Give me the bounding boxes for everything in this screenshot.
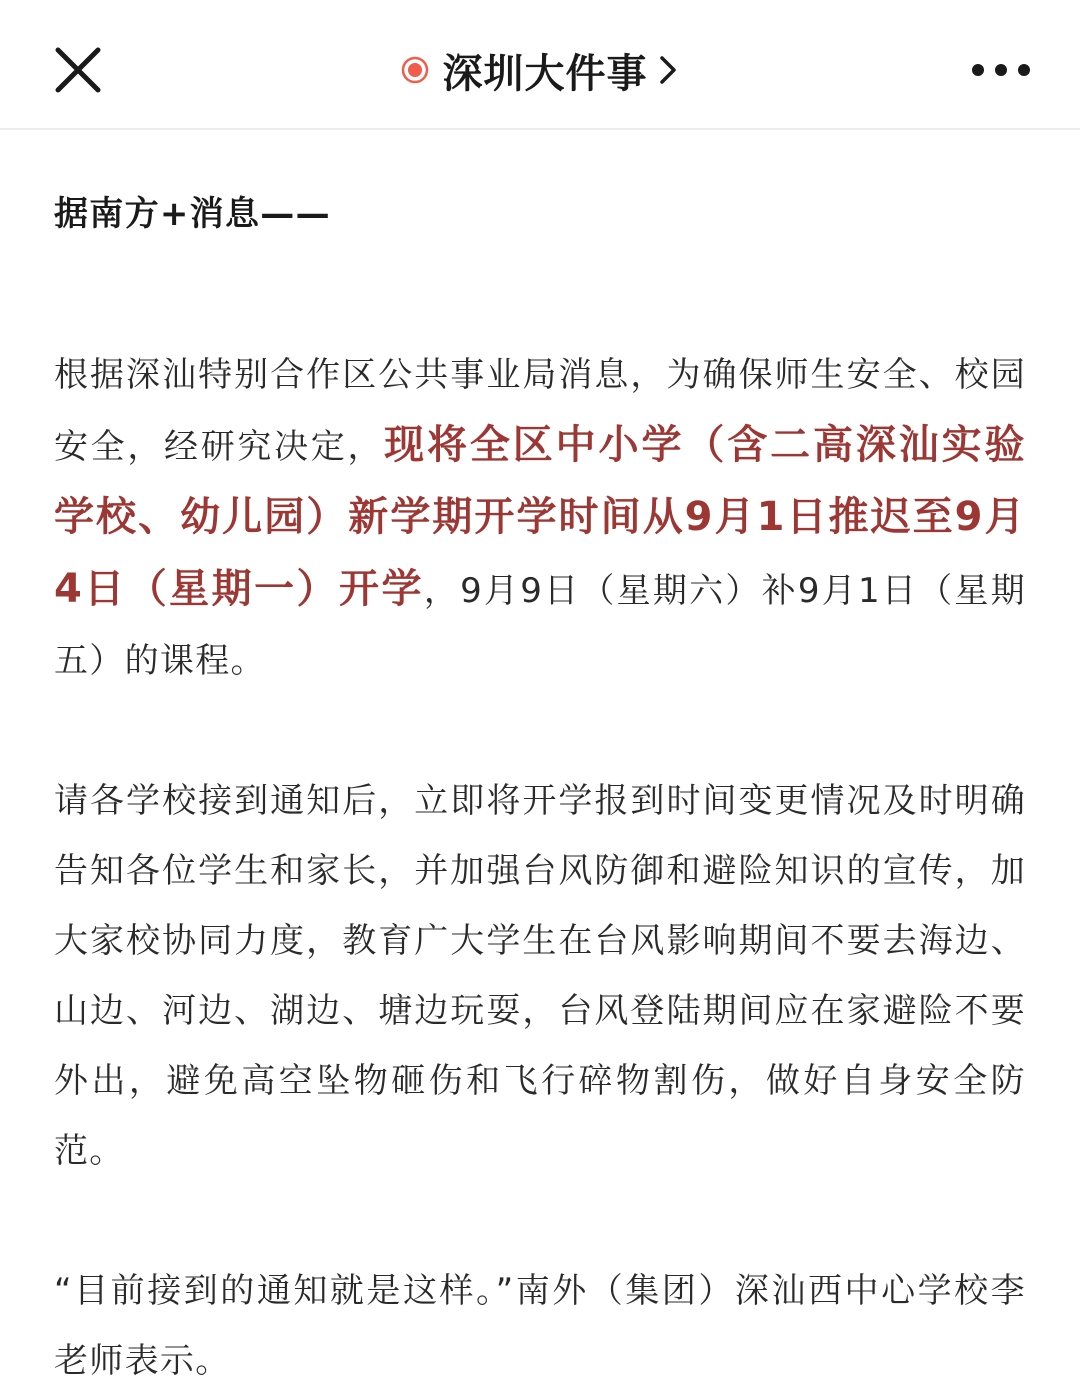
- paragraph-1-highlight: 现将全区中小学（含二高深汕实验学校、幼儿园）新学期开学时间从9月1日推迟至9月4日（星期一）开学: [54, 422, 1027, 612]
- article-paragraph-1: [54, 340, 1026, 696]
- live-dot-icon: [401, 56, 429, 84]
- more-button[interactable]: [970, 50, 1032, 90]
- title-area: [0, 40, 1080, 100]
- article-body: [54, 150, 1026, 1396]
- top-navbar: [0, 0, 1080, 130]
- article-paragraph-3: “目前接到的通知就是这样。”南外（集团）深汕西中心学校李老师表示。: [54, 1271, 1026, 1381]
- chevron-right-icon: [656, 50, 680, 90]
- article-lead: 据南方+消息——: [54, 194, 331, 234]
- paragraph-1-text: 根据深汕特别合作区公共事业局消息，为确保师生安全、校园安全，经研究决定，: [54, 355, 1026, 467]
- account-title-link[interactable]: [401, 42, 680, 99]
- more-dots-icon: [970, 50, 1032, 90]
- paragraph-1-tail: ，9月9日（星期六）补9月1日（星期五）的课程。: [54, 571, 1026, 681]
- account-title: 深圳大件事: [442, 50, 648, 97]
- article-paragraph-2: 请各学校接到通知后，立即将开学报到时间变更情况及时明确告知各位学生和家长，并加强台风防御和避险知识的宣传，加大家校协同力度，教育广大学生在台风影响期间不要去海边、山边、河边、湖边、塘边玩耍，台风登陆期间应在家避险不要外出，避免高空坠物砸伤和飞行碎物割伤，做好自身安全防范。: [54, 781, 1026, 1171]
